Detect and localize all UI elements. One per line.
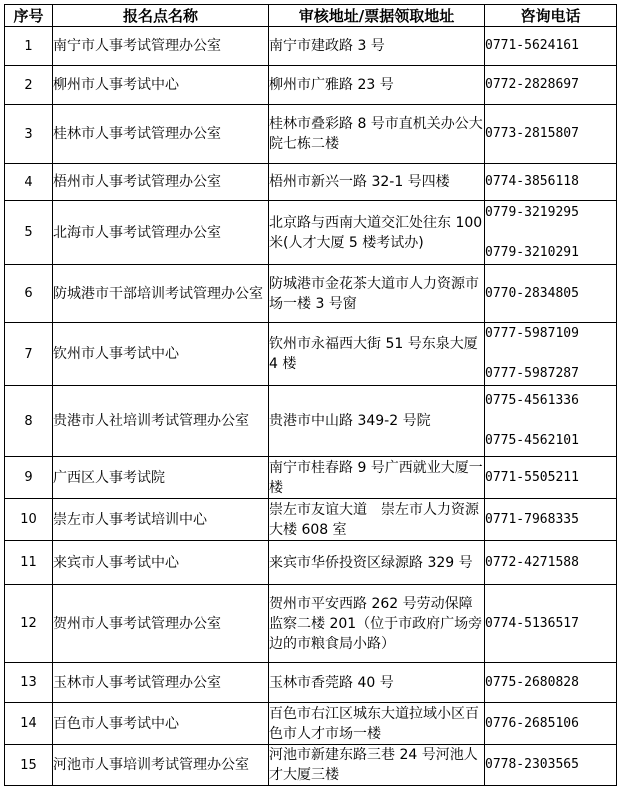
table-row <box>5 745 617 786</box>
site-phone <box>485 703 617 745</box>
row-number: 4 <box>5 164 53 201</box>
site-phone <box>485 201 617 265</box>
table-row <box>5 201 617 265</box>
row-number: 1 <box>5 27 53 66</box>
site-name: 贺州市人事考试管理办公室 <box>53 585 269 663</box>
site-name: 北海市人事考试管理办公室 <box>53 201 269 265</box>
site-address: 河池市新建东路三巷 24 号河池人才大厦三楼 <box>269 745 485 786</box>
phone-number: 0778-2303565 <box>485 757 579 772</box>
site-phone <box>485 323 617 386</box>
site-address: 贵港市中山路 349-2 号院 <box>269 386 485 457</box>
phone-number: 0771-5624161 <box>485 38 579 53</box>
site-phone <box>485 27 617 66</box>
table-row <box>5 386 617 457</box>
row-number: 9 <box>5 457 53 499</box>
site-name: 玉林市人事考试管理办公室 <box>53 663 269 703</box>
header-name: 报名点名称 <box>53 5 269 27</box>
site-phone <box>485 265 617 323</box>
site-phone <box>485 541 617 585</box>
site-name: 崇左市人事考试培训中心 <box>53 499 269 541</box>
site-phone <box>485 164 617 201</box>
site-name: 桂林市人事考试管理办公室 <box>53 105 269 164</box>
table-row <box>5 66 617 105</box>
table-row <box>5 703 617 745</box>
table-row <box>5 164 617 201</box>
site-name: 防城港市干部培训考试管理办公室 <box>53 265 269 323</box>
row-number: 7 <box>5 323 53 386</box>
site-address: 崇左市友谊大道 崇左市人力资源大楼 608 室 <box>269 499 485 541</box>
registration-sites-table <box>4 4 617 786</box>
site-address: 柳州市广雅路 23 号 <box>269 66 485 105</box>
row-number: 3 <box>5 105 53 164</box>
site-address: 百色市右江区城东大道拉域小区百色市人才市场一楼 <box>269 703 485 745</box>
table-row <box>5 265 617 323</box>
site-address: 防城港市金花茶大道市人力资源市场一楼 3 号窗 <box>269 265 485 323</box>
phone-number: 0777-5987287 <box>485 366 579 381</box>
phone-number: 0771-5505211 <box>485 469 579 485</box>
header-number: 序号 <box>5 5 53 27</box>
table-row <box>5 499 617 541</box>
site-name: 梧州市人事考试管理办公室 <box>53 164 269 201</box>
table-row <box>5 541 617 585</box>
table-row <box>5 457 617 499</box>
row-number: 14 <box>5 703 53 745</box>
phone-number: 0775-4561336 <box>485 393 579 408</box>
site-address: 钦州市永福西大街 51 号东泉大厦 4 楼 <box>269 323 485 386</box>
phone-number: 0775-2680828 <box>485 674 579 690</box>
row-number: 12 <box>5 585 53 663</box>
phone-number: 0774-3856118 <box>485 174 579 189</box>
site-phone <box>485 499 617 541</box>
phone-number: 0770-2834805 <box>485 285 579 301</box>
phone-number: 0779-3210291 <box>485 244 579 260</box>
site-address: 贺州市平安西路 262 号劳动保障监察二楼 201（位于市政府广场旁边的市粮食局小路） <box>269 585 485 663</box>
phone-number: 0775-4562101 <box>485 433 579 448</box>
site-address: 梧州市新兴一路 32-1 号四楼 <box>269 164 485 201</box>
row-number: 5 <box>5 201 53 265</box>
row-number: 10 <box>5 499 53 541</box>
table-row <box>5 105 617 164</box>
site-phone <box>485 386 617 457</box>
table-row <box>5 27 617 66</box>
row-number: 13 <box>5 663 53 703</box>
site-name: 贵港市人社培训考试管理办公室 <box>53 386 269 457</box>
phone-number: 0776-2685106 <box>485 715 579 731</box>
row-number: 8 <box>5 386 53 457</box>
site-phone <box>485 457 617 499</box>
phone-number: 0779-3219295 <box>485 204 579 220</box>
table-row <box>5 585 617 663</box>
site-name: 百色市人事考试中心 <box>53 703 269 745</box>
phone-number: 0773-2815807 <box>485 126 579 141</box>
site-name: 南宁市人事考试管理办公室 <box>53 27 269 66</box>
site-address: 南宁市桂春路 9 号广西就业大厦一楼 <box>269 457 485 499</box>
site-phone <box>485 66 617 105</box>
row-number: 11 <box>5 541 53 585</box>
site-name: 河池市人事培训考试管理办公室 <box>53 745 269 786</box>
site-address: 南宁市建政路 3 号 <box>269 27 485 66</box>
site-name: 广西区人事考试院 <box>53 457 269 499</box>
site-name: 柳州市人事考试中心 <box>53 66 269 105</box>
table-row <box>5 323 617 386</box>
phone-number: 0774-5136517 <box>485 615 579 631</box>
header-row <box>5 5 617 27</box>
site-phone <box>485 585 617 663</box>
header-phone: 咨询电话 <box>485 5 617 27</box>
site-address: 北京路与西南大道交汇处往东 100 米(人才大厦 5 楼考试办) <box>269 201 485 265</box>
site-phone <box>485 105 617 164</box>
row-number: 15 <box>5 745 53 786</box>
table-row <box>5 663 617 703</box>
site-address: 桂林市叠彩路 8 号市直机关办公大院七栋二楼 <box>269 105 485 164</box>
site-name: 钦州市人事考试中心 <box>53 323 269 386</box>
site-name: 来宾市人事考试中心 <box>53 541 269 585</box>
site-phone <box>485 745 617 786</box>
header-address: 审核地址/票据领取地址 <box>269 5 485 27</box>
row-number: 2 <box>5 66 53 105</box>
phone-number: 0772-2828697 <box>485 77 579 92</box>
site-phone <box>485 663 617 703</box>
phone-number: 0772-4271588 <box>485 554 579 570</box>
phone-number: 0777-5987109 <box>485 326 579 341</box>
site-address: 来宾市华侨投资区绿源路 329 号 <box>269 541 485 585</box>
row-number: 6 <box>5 265 53 323</box>
site-address: 玉林市香莞路 40 号 <box>269 663 485 703</box>
phone-number: 0771-7968335 <box>485 511 579 527</box>
